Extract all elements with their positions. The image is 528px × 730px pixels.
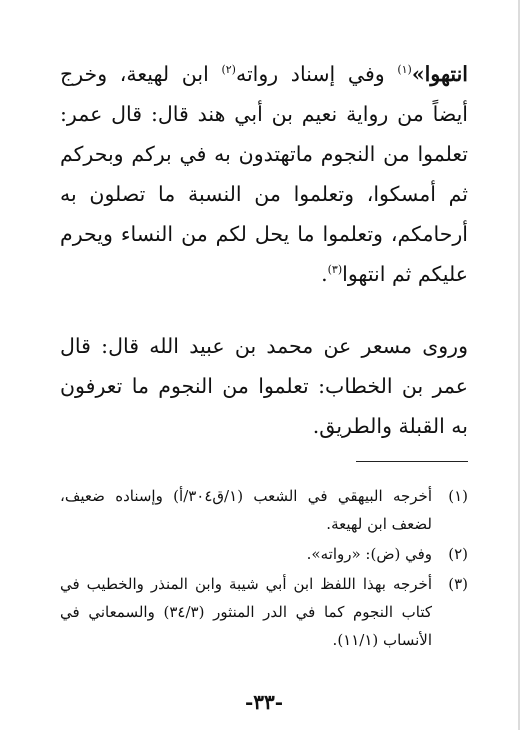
footnote-number: (٣) [448,575,468,593]
paragraph-1-end: . [321,262,328,286]
paragraph-lead-word: انتهوا» [411,62,468,86]
footnote-ref-2: (٢) [221,63,236,77]
footnote-ref-3: (٣) [327,263,343,277]
footnote-1 [60,482,468,538]
footnote-text: أخرجه بهذا اللفظ ابن أبي شيبة وابن المنذر والخطيب في كتاب النجوم كما في الدر المنثور (٣٤/٣) والسمعاني في الأنساب (١١/١). [60,575,432,649]
paragraph-1-text-a: وفي إسناد رواته [235,62,398,86]
footnote-3 [60,570,468,654]
footnote-separator-rule [356,461,468,462]
paragraph-1-text-b: ابن لهيعة، وخرج أيضاً من رواية نعيم بن أبي هند قال: قال عمر: تعلموا من النجوم ماتهتدون به في بركم وبحركم ثم أمسكوا، وتعلموا من النسبة ما تصلون به أرحامكم، وتعلموا ما يحل لكم من النساء ويحرم عليكم ثم انتهوا [60,62,468,286]
footnote-text: أخرجه البيهقي في الشعب (١/ق٣٠٤/أ) وإسناده ضعيف، لضعف ابن لهيعة. [60,487,432,533]
footnote-2 [60,540,468,568]
footnote-text: وفي (ض): «رواته». [306,545,432,563]
footnote-ref-1: (١) [397,63,412,77]
footnote-number: (١) [448,487,468,505]
page-number: -٣٣- [244,690,284,714]
body-paragraph-1 [60,54,468,294]
footnotes-section [60,482,468,656]
footnote-number: (٢) [448,545,468,563]
scan-edge-line [518,0,520,730]
body-paragraph-2: وروى مسعر عن محمد بن عبيد الله قال: قال عمر بن الخطاب: تعلموا من النجوم ما تعرفون به القبلة والطريق. [60,334,468,438]
